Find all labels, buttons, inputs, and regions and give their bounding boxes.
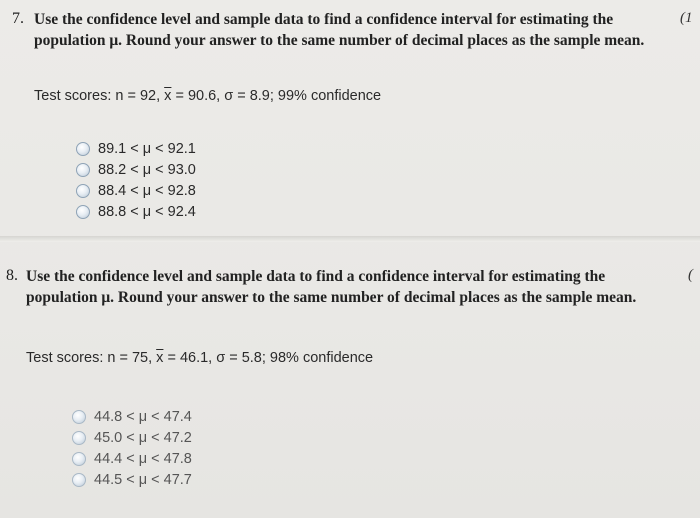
answer-option[interactable] [72, 427, 192, 448]
question-text: Use the confidence level and sample data to find a confidence interval for estimating the population μ. Round your answer to the same number of decimal places as the sample mean. [26, 268, 637, 306]
option-label: 88.4 < μ < 92.8 [98, 182, 196, 199]
radio-button-icon[interactable] [76, 205, 90, 219]
option-label: 88.8 < μ < 92.4 [98, 203, 196, 220]
data-prefix: Test scores: n = 92, [34, 88, 165, 104]
question-8 [0, 244, 700, 518]
answer-option[interactable] [72, 448, 192, 469]
radio-button-icon[interactable] [76, 184, 90, 198]
option-label: 44.8 < μ < 47.4 [94, 408, 192, 425]
radio-button-icon[interactable] [76, 142, 90, 156]
question-number: 8. [6, 267, 18, 284]
answer-option[interactable] [76, 138, 196, 159]
radio-button-icon[interactable] [72, 431, 86, 445]
points-label: (1 [680, 10, 693, 26]
section-divider [0, 236, 700, 242]
x-bar-symbol: $\overline{x}$ [164, 88, 172, 104]
option-label: 45.0 < μ < 47.2 [94, 429, 192, 446]
answer-option[interactable] [76, 159, 196, 180]
answer-option[interactable] [72, 469, 192, 490]
data-suffix: = 46.1, σ = 5.8; 98% confidence [163, 350, 374, 366]
x-bar-symbol: $\overline{x}$ [156, 350, 164, 366]
answer-option[interactable] [76, 180, 196, 201]
option-label: 88.2 < μ < 93.0 [98, 161, 196, 178]
sample-data [26, 350, 373, 366]
answer-option[interactable] [76, 201, 196, 222]
answer-choices [72, 406, 192, 490]
radio-button-icon[interactable] [72, 473, 86, 487]
sample-data [34, 88, 381, 104]
option-label: 44.4 < μ < 47.8 [94, 450, 192, 467]
data-suffix: = 90.6, σ = 8.9; 99% confidence [171, 88, 382, 104]
radio-button-icon[interactable] [72, 452, 86, 466]
data-prefix: Test scores: n = 75, [26, 350, 157, 366]
option-label: 89.1 < μ < 92.1 [98, 140, 196, 157]
option-label: 44.5 < μ < 47.7 [94, 471, 192, 488]
radio-button-icon[interactable] [76, 163, 90, 177]
answer-option[interactable] [72, 406, 192, 427]
question-number: 7. [12, 10, 24, 27]
points-label: ( [688, 267, 693, 283]
question-text: Use the confidence level and sample data to find a confidence interval for estimating the population μ. Round your answer to the same number of decimal places as the sample mean. [34, 11, 645, 49]
radio-button-icon[interactable] [72, 410, 86, 424]
answer-choices [76, 138, 196, 222]
question-7 [0, 0, 700, 232]
